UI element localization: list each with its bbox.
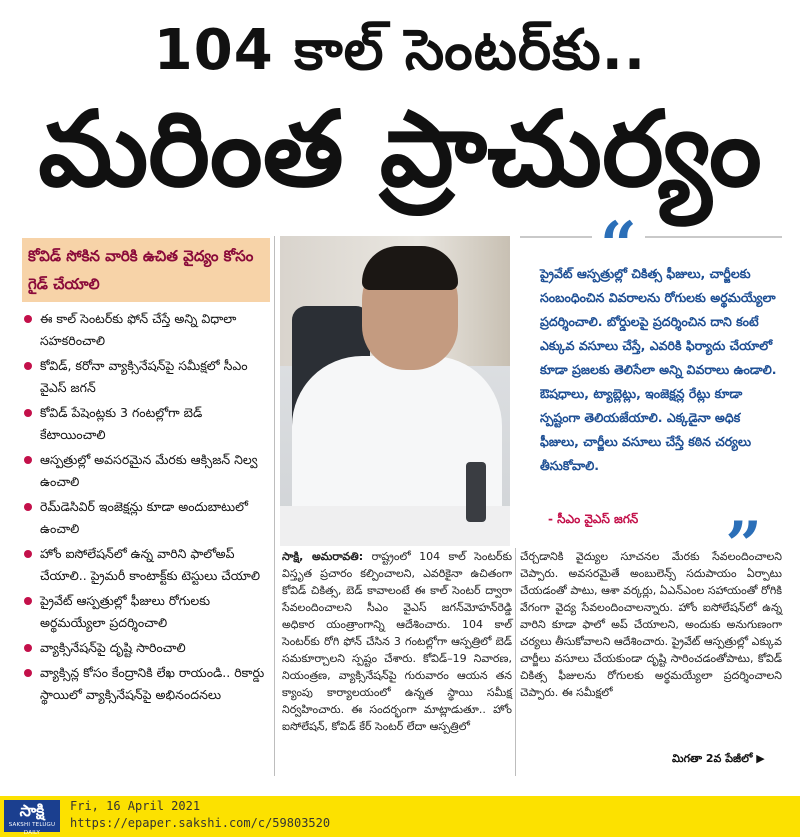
list-item: కోవిడ్ పేషెంట్లకు 3 గంటల్లోగా బెడ్ కేటాయించాలి — [22, 402, 270, 446]
headline-line-2: మరింత ప్రాచుర్యం — [38, 88, 762, 210]
highlights-list — [22, 308, 270, 706]
column-divider — [274, 236, 275, 776]
edition-date: Fri, 16 April 2021 — [70, 799, 201, 813]
headline-line-1: 104 కాల్ సెంటర్‌కు.. — [153, 18, 647, 83]
column-divider — [515, 548, 516, 776]
list-item: రెమ్‌డెసివిర్ ఇంజెక్షన్లు కూడా అందుబాటులో ఉంచాలి — [22, 496, 270, 540]
list-item: హోం ఐసోలేషన్‌లో ఉన్న వారిని ఫాలోఅప్ చేయాలి.. ప్రైమరీ కాంటాక్ట్‌కు టెస్టులు చేయాలి — [22, 543, 270, 587]
logo-text: సాక్షి — [19, 801, 45, 820]
list-item: ఈ కాల్ సెంటర్‌కు ఫోన్ చేస్తే అన్ని విధాలా సహకరించాలి — [22, 308, 270, 352]
list-item: వ్యాక్సిన్ల కోసం కేంద్రానికి లేఖ రాయండి.. రికార్డు స్థాయిలో వ్యాక్సినేషన్‌పై అభినందనలు — [22, 662, 270, 706]
footer-bar — [0, 796, 800, 837]
list-item: ఆస్పత్రుల్లో అవసరమైన మేరకు ఆక్సిజన్ నిల్వ ఉంచాలి — [22, 449, 270, 493]
quote-signature: - సీఎం వైఎస్ జగన్ — [548, 512, 639, 526]
dateline: సాక్షి, అమరావతి: — [282, 550, 364, 563]
news-photo — [280, 236, 510, 546]
article-text: చేర్చడానికి వైద్యుల సూచనల మేరకు సేవలందించాలని చెప్పారు. అవసరమైతే అంబులెన్స్ సదుపాయం ఏర్పాటు చేయడంతో పాటు, ఆశా వర్కర్లు, ఏఎన్‌ఎంల సహాయంతో రోగికి వేగంగా వైద్య సేవలందించాలన్నారు. హోం ఐసోలేషన్‌లో ఉన్న వారిని కూడా ఫాలో అప్ చేయాలని, అందుకు అనుగుణంగా చర్యలు తీసుకోవాలని ఆదేశించారు. ప్రైవేట్ ఆస్పత్రుల్లో ఎక్కువ చార్జీలు వసూలు చేయకుండా దృష్టి సారించడంతోపాటు, కోవిడ్ చికిత్స ఫీజులను రోగులకు అర్థమయ్యేలా ప్రదర్శించాలని చెప్పారు. ఈ సమీక్షలో — [520, 550, 782, 699]
article-body-column-2 — [520, 548, 782, 701]
open-quote-icon: “ — [592, 214, 645, 278]
pull-quote — [520, 208, 782, 583]
article-text: రాష్ట్రంలో 104 కాల్ సెంటర్‌కు విస్తృత ప్రచారం కల్పించాలని, ఎవరికైనా ఉచితంగా కోవిడ్ చికిత్స, బెడ్ కావాలంటే ఈ కాల్ సెంటర్ ద్వారా సేవలందించాలని సీఎం వైఎస్ జగన్‌మోహన్‌రెడ్డి అధికార యంత్రాంగాన్ని ఆదేశించారు. 104 కాల్ సెంటర్‌కు రోగి ఫోన్ చేసిన 3 గంటల్లోగా ఆస్పత్రిలో బెడ్ సమకూర్చాలని స్పష్టం చేశారు. కోవిడ్–19 నివారణ, నియంత్రణ, వ్యాక్సినేషన్‌పై గురువారం ఆయన తన క్యాంపు కార్యాలయంలో ఉన్నత స్థాయి సమీక్ష నిర్వహించారు. ఈ సందర్భంగా మాట్లాడుతూ.. హోం ఐసోలేషన్, కోవిడ్ కేర్ సెంటర్ లేదా ఆస్పత్రిలో — [282, 550, 513, 733]
list-item: వ్యాక్సినేషన్‌పై దృష్టి సారించాలి — [22, 637, 270, 659]
sakshi-logo — [4, 800, 60, 836]
photo-person-hair — [362, 246, 458, 290]
list-item: ప్రైవేట్ ఆస్పత్రుల్లో ఫీజులు రోగులకు అర్థమయ్యేలా ప్రదర్శించాలి — [22, 590, 270, 634]
photo-microphone — [466, 462, 486, 522]
close-quote-icon: ” — [725, 508, 762, 583]
list-item: కోవిడ్, కరోనా వ్యాక్సినేషన్‌పై సమీక్షలో సీఎం వైఎస్ జగన్ — [22, 355, 270, 399]
quote-text: ప్రైవేట్ ఆస్పత్రుల్లో చికిత్స ఫీజులు, చార్జీలకు సంబంధించిన వివరాలను రోగులకు అర్థమయ్యేలా ప్రదర్శించాలి. బోర్డులపై ప్రదర్శించిన దాని కంటే ఎక్కువ వసూలు చేస్తే, ఎవరికి ఫిర్యాదు చేయాలో కూడా ప్రజలకు తెలిసేలా అన్ని వివరాలు ఉండాలి. ఔషధాలు, ట్యాబ్లెట్లు, ఇంజెక్షన్ల రేట్లు కూడా స్పష్టంగా తెలియజేయాలి. ఎక్కడైనా అధిక ఫీజులు, చార్జీలు వసూలు చేస్తే కఠిన చర్యలు తీసుకోవాలి. — [540, 266, 777, 473]
logo-subtext: SAKSHI TELUGU DAILY — [8, 822, 56, 836]
sidebar-heading: కోవిడ్ సోకిన వారికి ఉచిత వైద్యం కోసం గైడ్ చేయాలి — [22, 238, 270, 302]
continued-link[interactable]: మిగతా 2వ పేజీలో ▶ — [672, 752, 765, 765]
article-body-column-1 — [282, 548, 512, 735]
highlights-sidebar — [22, 238, 270, 709]
epaper-url[interactable]: https://epaper.sakshi.com/c/59803520 — [70, 816, 331, 830]
